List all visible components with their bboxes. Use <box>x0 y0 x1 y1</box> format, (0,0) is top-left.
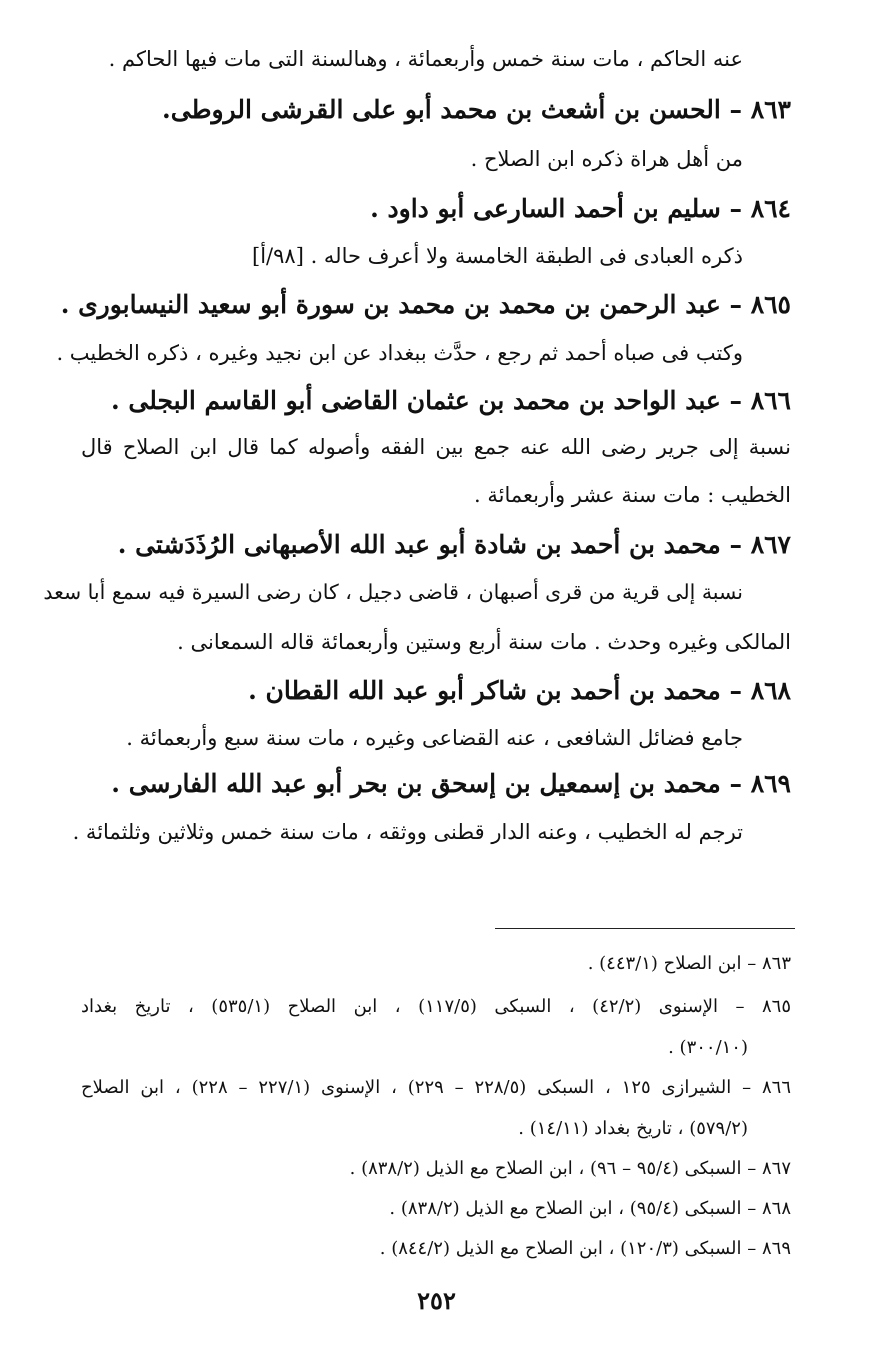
entry-heading-863: ٨٦٣ – الحسن بن أشعث بن محمد أبو على القرشى الروطى. <box>162 95 791 124</box>
footnote-869: ٨٦٩ – السبكى (١٢٠/٣) ، ابن الصلاح مع الذيل (٨٤٤/٢) . <box>379 1238 791 1259</box>
footnote-866-line2: (٥٧٩/٢) ، تاريخ بغداد (١٤/١١) . <box>518 1118 748 1139</box>
continuation-line: عنه الحاكم ، مات سنة خمس وأربعمائة ، وهىالسنة التى مات فيها الحاكم . <box>108 47 743 71</box>
footnote-863: ٨٦٣ – ابن الصلاح (٤٤٣/١) . <box>587 953 791 974</box>
footnote-865-line2: (٣٠٠/١٠) . <box>668 1037 748 1058</box>
page-number: ٢٥٢ <box>417 1286 456 1315</box>
footnote-865-line1: ٨٦٥ – الإسنوى (٤٢/٢) ، السبكى (١١٧/٥) ، ابن الصلاح (٥٣٥/١) ، تاريخ بغداد <box>81 996 791 1017</box>
entry-body-867-line1: نسبة إلى قرية من قرى أصبهان ، قاضى دجيل ، كان رضى السيرة فيه سمع أبا سعد <box>43 580 743 604</box>
footnote-divider <box>495 928 795 929</box>
entry-heading-869: ٨٦٩ – محمد بن إسمعيل بن إسحق بن بحر أبو عبد الله الفارسى . <box>111 769 791 798</box>
entry-body-867-line2: المالكى وغيره وحدث . مات سنة أربع وستين وأربعمائة قاله السمعانى . <box>177 630 791 654</box>
footnote-867: ٨٦٧ – السبكى (٩٥/٤ – ٩٦) ، ابن الصلاح مع الذيل (٨٣٨/٢) . <box>349 1158 791 1179</box>
entry-heading-865: ٨٦٥ – عبد الرحمن بن محمد بن محمد بن سورة أبو سعيد النيسابورى . <box>60 290 791 319</box>
entry-heading-866: ٨٦٦ – عبد الواحد بن محمد بن عثمان القاضى أبو القاسم البجلى . <box>111 386 791 415</box>
entry-body-863: من أهل هراة ذكره ابن الصلاح . <box>470 147 743 171</box>
entry-heading-868: ٨٦٨ – محمد بن أحمد بن شاكر أبو عبد الله القطان . <box>248 676 791 705</box>
footnote-868: ٨٦٨ – السبكى (٩٥/٤) ، ابن الصلاح مع الذيل (٨٣٨/٢) . <box>389 1198 791 1219</box>
entry-body-866-line1: نسبة إلى جرير رضى الله عنه جمع بين الفقه وأصوله كما قال ابن الصلاح قال <box>81 435 791 459</box>
entry-heading-864: ٨٦٤ – سليم بن أحمد السارعى أبو داود . <box>370 194 791 223</box>
entry-heading-867: ٨٦٧ – محمد بن أحمد بن شادة أبو عبد الله الأصبهانى الرُذَدَشتى . <box>117 530 791 559</box>
entry-body-866-line2: الخطيب : مات سنة عشر وأربعمائة . <box>474 483 791 507</box>
entry-body-868: جامع فضائل الشافعى ، عنه القضاعى وغيره ، مات سنة سبع وأربعمائة . <box>126 726 743 750</box>
entry-body-864: ذكره العبادى فى الطبقة الخامسة ولا أعرف حاله . [٩٨/أ] <box>252 244 743 268</box>
entry-body-869: ترجم له الخطيب ، وعنه الدار قطنى ووثقه ، مات سنة خمس وثلاثين وثلثمائة . <box>72 820 743 844</box>
entry-body-865: وكتب فى صباه أحمد ثم رجع ، حدَّث ببغداد عن ابن نجيد وغيره ، ذكره الخطيب . <box>56 341 743 365</box>
footnote-866-line1: ٨٦٦ – الشيرازى ١٢٥ ، السبكى (٢٢٨/٥ – ٢٢٩) ، الإسنوى (٢٢٧/١ – ٢٢٨) ، ابن الصلاح <box>81 1077 792 1098</box>
